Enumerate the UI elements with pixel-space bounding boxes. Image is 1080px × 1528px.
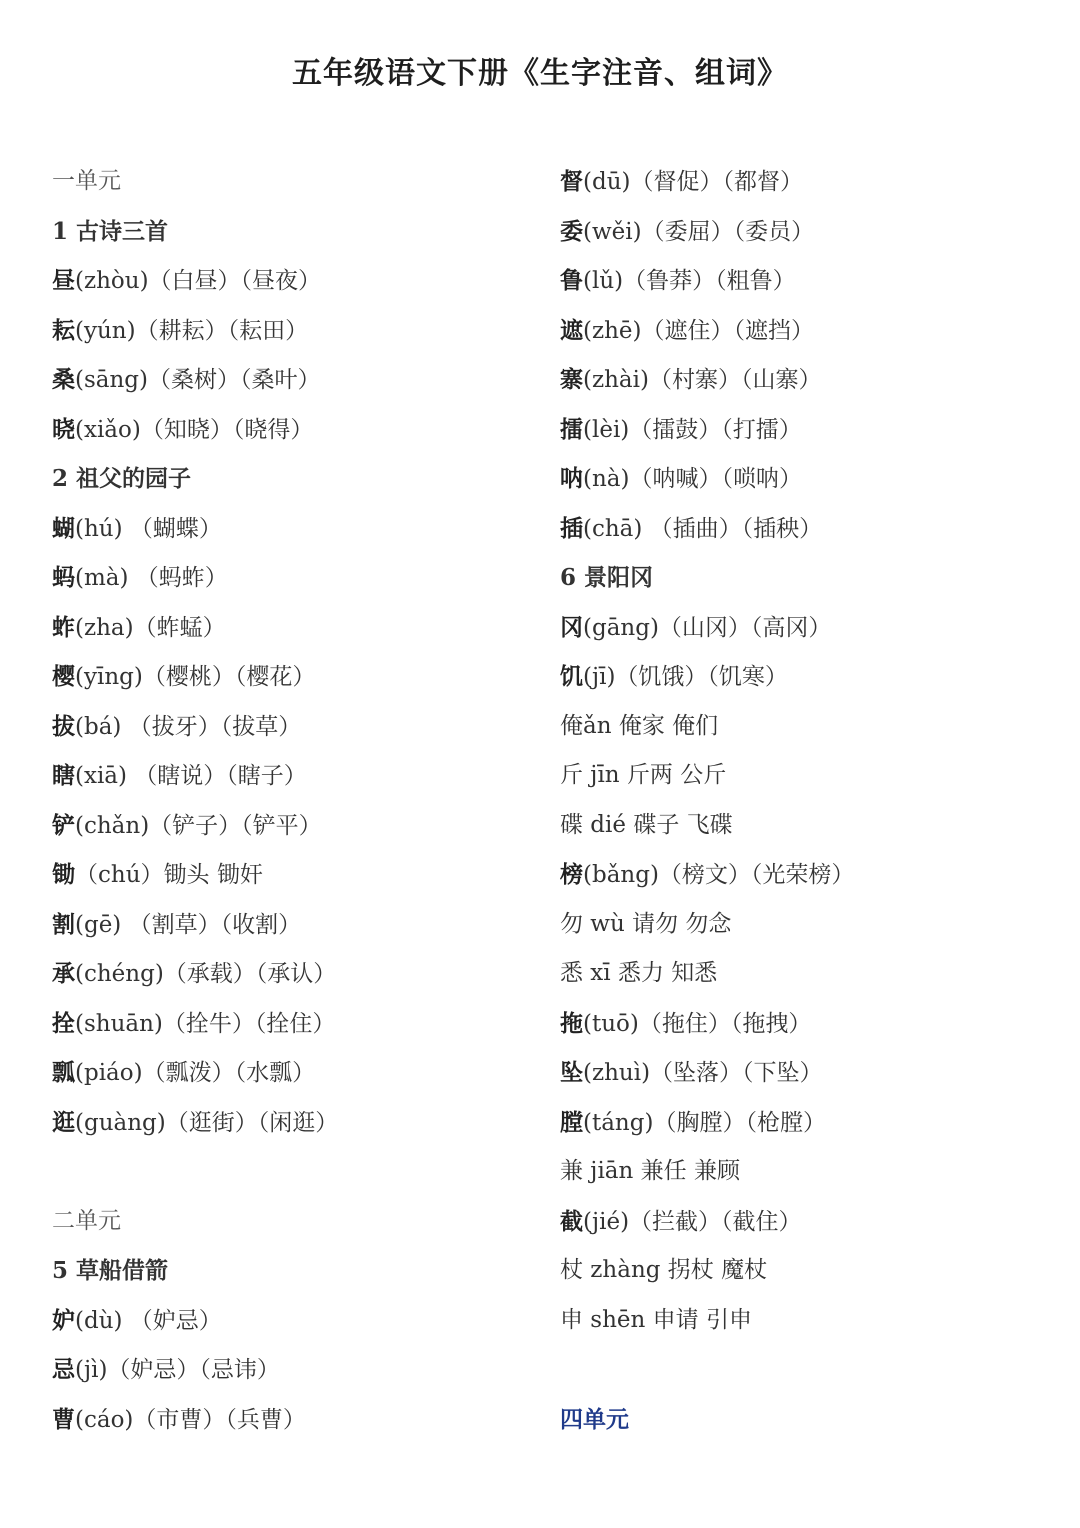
vocab-entry <box>560 405 854 455</box>
vocab-character: 拔 <box>52 712 75 740</box>
vocab-pinyin-words: (zhài)（村寨）（山寨） <box>583 367 822 393</box>
vocab-entry <box>52 256 338 306</box>
vocab-entry <box>560 207 854 257</box>
blank-line <box>560 1345 854 1395</box>
vocab-pinyin-words: (bǎng)（榜文）（光荣榜） <box>583 862 855 888</box>
vocab-entry <box>560 157 854 207</box>
vocab-character: 瞎 <box>52 762 75 789</box>
vocab-pinyin-words: (chā) （插曲）（插秧） <box>583 515 823 542</box>
vocab-character: 蚂 <box>52 564 75 591</box>
vocab-pinyin-words: (lǔ)（鲁莽）（粗鲁） <box>583 268 796 294</box>
vocab-character: 拴 <box>52 1009 75 1037</box>
vocab-character: 截 <box>560 1207 583 1235</box>
vocab-entry <box>52 1345 338 1395</box>
vocab-entry <box>560 256 854 306</box>
vocab-entry <box>52 504 338 554</box>
vocab-pinyin-words: (jī)（饥饿）（饥寒） <box>583 664 788 690</box>
vocab-character: 瓢 <box>52 1059 75 1086</box>
vocab-pinyin-words: (jié)（拦截）（截住） <box>583 1208 802 1235</box>
vocab-pinyin-words: (nà)（呐喊）（唢呐） <box>583 466 802 492</box>
vocab-pinyin-words: (chǎn)（铲子）（铲平） <box>75 812 322 839</box>
vocab-pinyin-words: (lèi)（擂鼓）（打擂） <box>583 416 802 443</box>
vocab-character: 蚱 <box>52 613 75 641</box>
vocab-character: 饥 <box>560 663 583 690</box>
vocab-entry <box>52 355 338 405</box>
vocab-pinyin-words: (bá) （拔牙）（拔草） <box>75 713 302 740</box>
vocab-character: 榜 <box>560 861 583 888</box>
vocab-character: 膛 <box>560 1108 583 1136</box>
vocab-entry <box>560 652 854 702</box>
vocab-entry <box>52 1098 338 1148</box>
vocab-pinyin-words: (cáo)（市曹）（兵曹） <box>75 1406 306 1433</box>
vocab-character: 忌 <box>52 1356 75 1383</box>
vocab-character: 擂 <box>560 415 583 443</box>
vocab-character: 割 <box>52 910 75 938</box>
vocab-pinyin-words: (zhòu)（白昼）（昼夜） <box>75 268 322 294</box>
vocab-entry <box>52 801 338 851</box>
vocab-pinyin-words: (sāng)（桑树）（桑叶） <box>75 367 321 393</box>
vocab-entry <box>560 454 854 504</box>
vocab-text: 俺ǎn 俺家 俺们 <box>560 712 719 739</box>
vocab-entry <box>52 553 338 603</box>
unit-heading: 二单元 <box>52 1207 121 1234</box>
vocab-character: 蝴 <box>52 514 75 542</box>
vocab-entry <box>52 949 338 999</box>
vocab-pinyin-words: (guàng)（逛街）（闲逛） <box>75 1109 339 1136</box>
vocab-pinyin-words: (piáo)（瓢泼）（水瓢） <box>75 1060 316 1086</box>
vocab-character: 鲁 <box>560 267 583 294</box>
vocab-character: 委 <box>560 217 583 245</box>
vocab-pinyin-words: (gāng)（山冈）（高冈） <box>583 614 832 641</box>
vocab-pinyin-words: (xiā) （瞎说）（瞎子） <box>75 763 307 789</box>
vocab-pinyin-words: (zhē)（遮住）（遮挡） <box>583 317 814 344</box>
vocab-text: 斤 jīn 斤两 公斤 <box>560 762 727 788</box>
vocab-entry <box>52 900 338 950</box>
vocab-entry <box>560 1197 854 1247</box>
vocab-entry <box>560 1098 854 1148</box>
left-column <box>52 157 338 1444</box>
vocab-character: 铲 <box>52 811 75 839</box>
vocab-character: 寨 <box>560 366 583 393</box>
vocab-character: 呐 <box>560 465 583 492</box>
vocab-pinyin-words: (dū)（督促）（都督） <box>583 169 803 195</box>
vocab-pinyin-words: （chú）锄头 锄奸 <box>75 862 263 888</box>
vocab-character: 桑 <box>52 366 75 393</box>
vocab-text: 悉 xī 悉力 知悉 <box>560 960 718 986</box>
vocab-character: 樱 <box>52 663 75 690</box>
vocab-character: 逛 <box>52 1108 75 1136</box>
vocab-pinyin-words: (gē) （割草）（收割） <box>75 911 302 938</box>
vocab-text: 碟 dié 碟子 飞碟 <box>560 811 733 838</box>
vocab-entry <box>560 1246 854 1296</box>
vocab-entry <box>560 949 854 999</box>
vocab-character: 冈 <box>560 613 583 641</box>
vocab-entry <box>52 850 338 900</box>
vocab-text: 兼 jiān 兼任 兼顾 <box>560 1158 740 1184</box>
right-column <box>560 157 854 1444</box>
vocab-pinyin-words: (zhuì)（坠落）（下坠） <box>583 1060 823 1086</box>
vocab-character: 承 <box>52 960 75 987</box>
vocab-character: 曹 <box>52 1405 75 1433</box>
lesson-heading: 1 古诗三首 <box>52 217 169 245</box>
vocab-character: 锄 <box>52 861 75 888</box>
vocab-pinyin-words: (táng)（胸膛）（枪膛） <box>583 1109 826 1136</box>
vocab-pinyin-words: (mà) （蚂蚱） <box>75 565 228 591</box>
vocab-character: 坠 <box>560 1059 583 1086</box>
vocab-character: 拖 <box>560 1009 583 1037</box>
vocab-entry <box>560 801 854 851</box>
vocab-character: 昼 <box>52 267 75 294</box>
vocab-entry <box>560 306 854 356</box>
vocab-entry <box>560 504 854 554</box>
vocab-character: 晓 <box>52 415 75 443</box>
vocab-entry <box>560 900 854 950</box>
lesson-heading: 6 景阳冈 <box>560 564 654 591</box>
vocab-pinyin-words: (yún)（耕耘）（耘田） <box>75 317 309 344</box>
vocab-entry <box>52 702 338 752</box>
vocab-entry <box>560 702 854 752</box>
vocab-entry <box>560 603 854 653</box>
vocab-character: 妒 <box>52 1306 75 1334</box>
vocab-pinyin-words: (zha)（蚱蜢） <box>75 614 226 641</box>
vocab-entry <box>560 850 854 900</box>
vocab-entry <box>52 999 338 1049</box>
page-title: 五年级语文下册《生字注音、组词》 <box>292 56 788 91</box>
vocab-entry <box>560 1048 854 1098</box>
vocab-text: 杖 zhàng 拐杖 魔杖 <box>560 1257 768 1283</box>
vocab-entry <box>560 1147 854 1197</box>
vocab-character: 插 <box>560 514 583 542</box>
vocab-pinyin-words: (dù) （妒忌） <box>75 1307 222 1334</box>
vocab-entry <box>560 355 854 405</box>
vocab-pinyin-words: (jì)（妒忌）（忌讳） <box>75 1357 280 1383</box>
vocab-entry <box>52 751 338 801</box>
vocab-pinyin-words: (wěi)（委屈）（委员） <box>583 218 815 245</box>
vocab-entry <box>52 1048 338 1098</box>
vocab-entry <box>52 652 338 702</box>
vocab-entry <box>52 1395 338 1445</box>
vocab-entry <box>560 751 854 801</box>
vocab-character: 遮 <box>560 316 583 344</box>
vocab-pinyin-words: (hú) （蝴蝶） <box>75 515 222 542</box>
blank-line <box>52 1147 338 1197</box>
lesson-heading: 5 草船借箭 <box>52 1257 169 1284</box>
vocab-pinyin-words: (chéng)（承载）（承认） <box>75 961 337 987</box>
vocab-character: 耘 <box>52 316 75 344</box>
vocab-entry <box>52 306 338 356</box>
lesson-heading: 2 祖父的园子 <box>52 465 192 492</box>
vocab-pinyin-words: (xiǎo)（知晓）（晓得） <box>75 416 314 443</box>
unit-heading: 四单元 <box>560 1405 629 1433</box>
vocab-entry <box>560 1296 854 1346</box>
vocab-entry <box>52 603 338 653</box>
vocab-entry <box>560 999 854 1049</box>
unit-heading: 一单元 <box>52 168 121 194</box>
vocab-entry <box>52 405 338 455</box>
vocab-pinyin-words: (yīng)（樱桃）（樱花） <box>75 664 316 690</box>
vocab-character: 督 <box>560 168 583 195</box>
vocab-entry <box>52 1296 338 1346</box>
vocab-pinyin-words: (shuān)（拴牛）（拴住） <box>75 1010 336 1037</box>
vocab-pinyin-words: (tuō)（拖住）（拖拽） <box>583 1010 812 1037</box>
vocab-text: 申 shēn 申请 引申 <box>560 1306 752 1333</box>
vocab-text: 勿 wù 请勿 勿念 <box>560 910 732 937</box>
